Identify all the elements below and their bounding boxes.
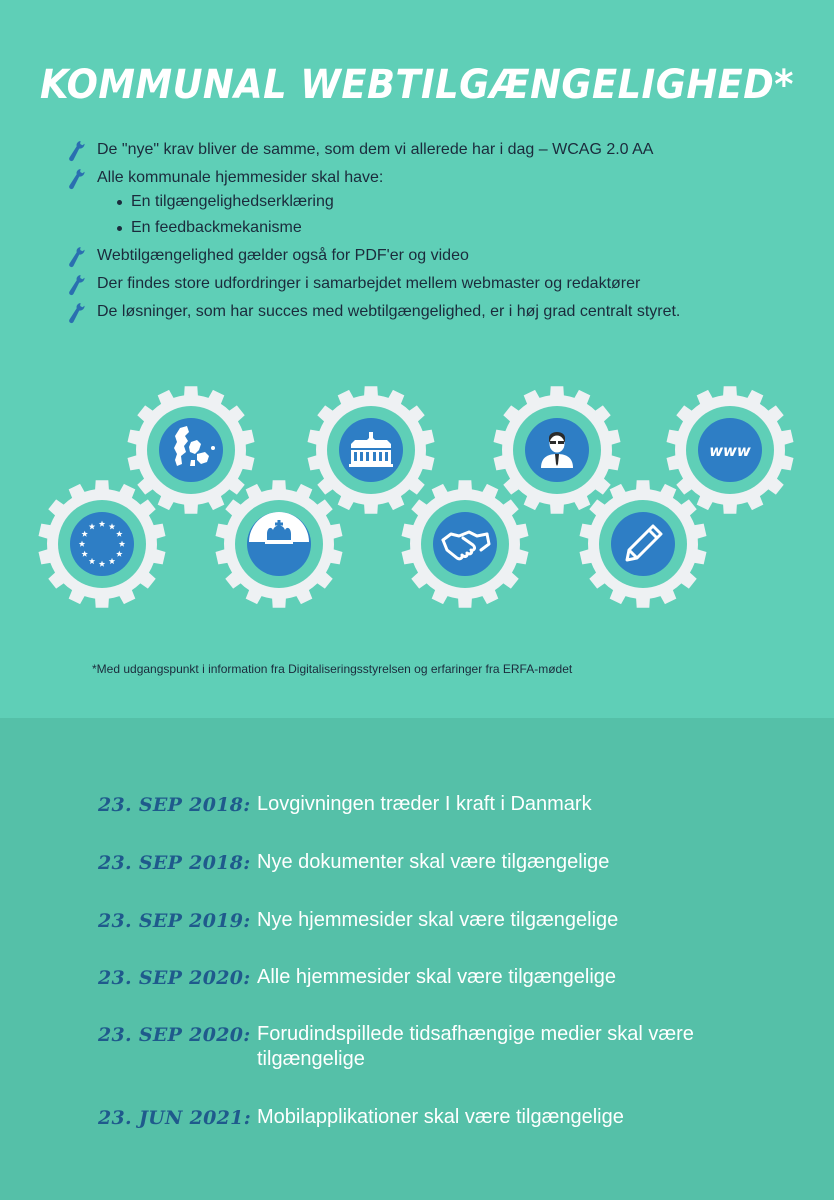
footnote: *Med udgangspunkt i information fra Digitaliseringsstyrelsen og erfaringer fra ERFA-mødet (92, 662, 573, 676)
page-title: KOMMUNAL WEBTILGÆNGELIGHED* (40, 62, 794, 108)
wrench-icon (68, 246, 86, 268)
bullet-list (68, 140, 808, 330)
bullet-item (68, 246, 808, 266)
timeline-text: Mobilapplikationer skal være tilgængelige (257, 1106, 624, 1128)
gear-handshake (399, 478, 531, 610)
timeline-text: Nye dokumenter skal være tilgængelige (257, 851, 610, 873)
sub-item: En feedbackmekanisme (117, 218, 808, 238)
timeline-date: 23. SEP 2020: (98, 1024, 251, 1046)
timeline-text: Lovgivningen træder I kraft i Danmark (257, 793, 592, 815)
bullet-text: Webtilgængelighed gælder også for PDF'er og video (97, 247, 469, 264)
gear-eu (36, 478, 168, 610)
wrench-icon (68, 302, 86, 324)
bullet-text: Der findes store udfordringer i samarbejdet mellem webmaster og redaktører (97, 275, 641, 292)
wrench-icon (68, 140, 86, 162)
timeline-date: 23. SEP 2020: (98, 967, 251, 989)
timeline-date: 23. JUN 2021: (98, 1107, 252, 1129)
timeline-date: 23. SEP 2018: (98, 852, 251, 874)
bullet-item (68, 168, 808, 238)
sub-list (97, 192, 808, 238)
gear-crown (213, 478, 345, 610)
bullet-text: De løsninger, som har succes med webtilgængelighed, er i høj grad centralt styret. (97, 303, 681, 320)
timeline-date: 23. SEP 2019: (98, 910, 251, 932)
wrench-icon (68, 168, 86, 190)
www-label: www (709, 442, 751, 460)
sub-item: En tilgængelighedserklæring (117, 192, 808, 212)
bullet-item (68, 274, 808, 294)
wrench-icon (68, 274, 86, 296)
timeline-text: Forudindspillede tidsafhængige medier skal være tilgængelige (257, 1023, 694, 1070)
gear-pencil (577, 478, 709, 610)
bullet-text: Alle kommunale hjemmesider skal have: (97, 169, 384, 186)
timeline-text: Nye hjemmesider skal være tilgængelige (257, 909, 619, 931)
timeline-text: Alle hjemmesider skal være tilgængelige (257, 966, 617, 988)
bullet-item (68, 140, 808, 160)
bullet-item (68, 302, 808, 322)
timeline-date: 23. SEP 2018: (98, 794, 251, 816)
bullet-text: De "nye" krav bliver de samme, som dem vi allerede har i dag – WCAG 2.0 AA (97, 141, 654, 158)
